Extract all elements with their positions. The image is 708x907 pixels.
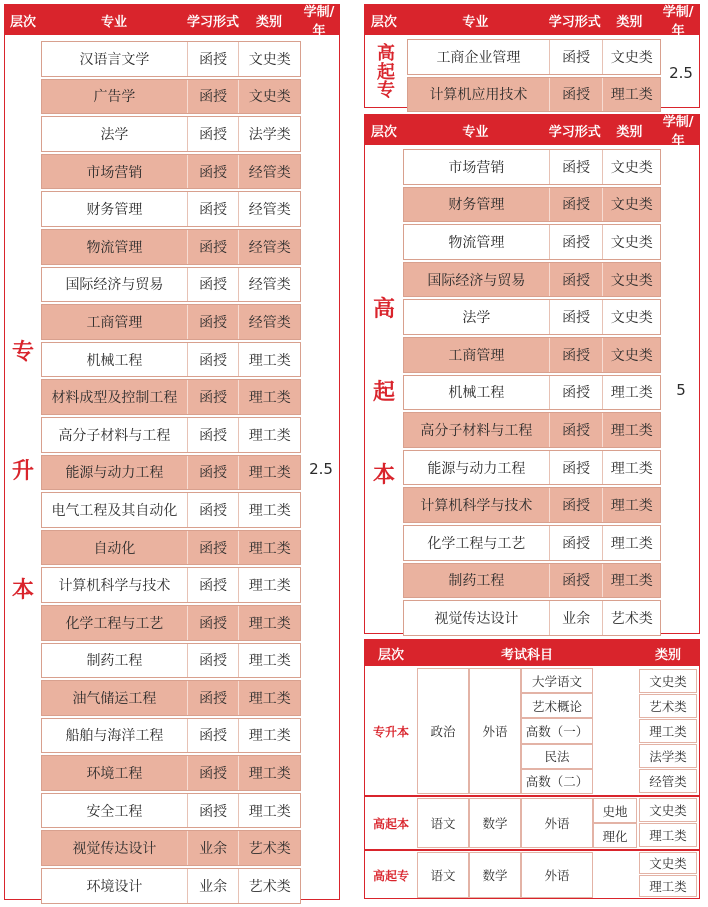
- table-row: [403, 563, 661, 599]
- mode-cell: 函授: [187, 80, 239, 114]
- mode-cell: 函授: [549, 451, 603, 485]
- mode-cell: 函授: [187, 531, 239, 565]
- mode-cell: 函授: [187, 268, 239, 302]
- exam-zsb-subject: 艺术概论: [521, 693, 593, 718]
- mode-cell: 函授: [187, 681, 239, 715]
- exam-gqb-chinese: 语文: [417, 798, 469, 848]
- table-row: [403, 375, 661, 411]
- zsb-rows: [41, 41, 301, 906]
- exam-header-category: 类别: [654, 647, 681, 663]
- category-cell: 文史类: [238, 80, 300, 114]
- gqz-header-row: [365, 5, 699, 39]
- exam-zsb-foreign: 外语: [469, 668, 521, 794]
- exam-divider: [365, 795, 699, 797]
- exam-gqb-cat-0: 文史类: [639, 798, 697, 822]
- table-row: [41, 417, 301, 453]
- major-cell: 财务管理: [86, 202, 143, 219]
- category-cell: 理工类: [238, 794, 300, 828]
- header-level: 层次: [9, 14, 36, 30]
- mode-cell: 业余: [187, 831, 239, 865]
- exam-gqz-cat-1: 理工类: [639, 875, 697, 897]
- table-row: [41, 605, 301, 641]
- major-cell: 材料成型及控制工程: [51, 390, 178, 407]
- category-cell: 文史类: [602, 188, 660, 222]
- major-cell: 船舶与海洋工程: [65, 728, 164, 745]
- major-cell: 高分子材料与工程: [420, 422, 533, 439]
- table-row: [41, 455, 301, 491]
- exam-header-subjects: 考试科目: [500, 647, 553, 663]
- category-cell: 经管类: [238, 230, 300, 264]
- major-cell: 自动化: [93, 540, 136, 557]
- major-cell: 高分子材料与工程: [58, 427, 171, 444]
- table-row: [41, 342, 301, 378]
- exam-gqb-foreign: 外语: [521, 798, 593, 848]
- mode-cell: 函授: [549, 78, 603, 112]
- category-cell: 理工类: [238, 644, 300, 678]
- major-cell: 计算机应用技术: [429, 87, 528, 104]
- table-row: [403, 487, 661, 523]
- table-row: [41, 868, 301, 904]
- level-char: 高: [372, 295, 395, 322]
- category-cell: 理工类: [602, 78, 660, 112]
- exam-table: [364, 639, 700, 899]
- header-category: 类别: [255, 14, 282, 30]
- table-row: [41, 830, 301, 866]
- table-row: [403, 187, 661, 223]
- category-cell: 理工类: [238, 418, 300, 452]
- level-char: 起: [372, 378, 395, 405]
- category-cell: 文史类: [602, 338, 660, 372]
- mode-cell: 函授: [549, 263, 603, 297]
- category-cell: 理工类: [238, 531, 300, 565]
- major-cell: 能源与动力工程: [427, 460, 526, 477]
- level-char: 本: [11, 576, 34, 603]
- mode-cell: 函授: [549, 150, 603, 184]
- gqz-level-label: [365, 37, 407, 109]
- category-cell: 理工类: [602, 526, 660, 560]
- table-row: [41, 492, 301, 528]
- gqz-table: [364, 4, 700, 108]
- zsb-years: 2.5: [309, 460, 333, 478]
- exam-zsb-category: 艺术类: [639, 694, 697, 718]
- category-cell: 文史类: [602, 300, 660, 334]
- mode-cell: 函授: [549, 488, 603, 522]
- exam-gqb-extra-0: 史地: [593, 798, 637, 823]
- header-major: 专业: [100, 14, 127, 30]
- category-cell: 理工类: [238, 456, 300, 490]
- major-cell: 法学: [462, 310, 491, 327]
- zsb-header-row: [5, 5, 339, 39]
- exam-gqb-math: 数学: [469, 798, 521, 848]
- table-row: [41, 229, 301, 265]
- gqb-table: [364, 114, 700, 634]
- gqb-rows: [403, 149, 661, 638]
- header-years: 学制/年: [662, 115, 694, 149]
- exam-zsb-category: 文史类: [639, 669, 697, 693]
- table-row: [41, 267, 301, 303]
- exam-gqz-chinese: 语文: [417, 852, 469, 898]
- major-cell: 国际经济与贸易: [65, 277, 164, 294]
- mode-cell: 函授: [187, 305, 239, 339]
- zsb-table: [4, 4, 340, 900]
- category-cell: 理工类: [238, 606, 300, 640]
- exam-gqz-cat-0: 文史类: [639, 852, 697, 874]
- mode-cell: 函授: [187, 606, 239, 640]
- exam-gqb-cat-1: 理工类: [639, 823, 697, 847]
- major-cell: 视觉传达设计: [72, 841, 157, 858]
- mode-cell: 函授: [187, 493, 239, 527]
- level-char: 本: [372, 461, 395, 488]
- level-char: 起: [377, 61, 395, 83]
- exam-zsb-subject: 高数（一）: [521, 718, 593, 743]
- header-mode: 学习形式: [548, 124, 601, 140]
- exam-level-zsb: 专升本: [372, 724, 409, 739]
- major-cell: 机械工程: [86, 352, 143, 369]
- mode-cell: 函授: [187, 117, 239, 151]
- exam-zsb-category: 理工类: [639, 719, 697, 743]
- exam-gqz-math: 数学: [469, 852, 521, 898]
- major-cell: 计算机科学与技术: [58, 578, 171, 595]
- exam-zsb-politics: 政治: [417, 668, 469, 794]
- category-cell: 艺术类: [238, 831, 300, 865]
- major-cell: 化学工程与工艺: [65, 615, 164, 632]
- major-cell: 市场营销: [448, 159, 505, 176]
- mode-cell: 业余: [549, 601, 603, 635]
- major-cell: 油气储运工程: [72, 690, 157, 707]
- mode-cell: 函授: [187, 155, 239, 189]
- exam-zsb-subject: 大学语文: [521, 668, 593, 693]
- mode-cell: 函授: [187, 418, 239, 452]
- level-char: 专: [11, 338, 34, 365]
- header-major: 专业: [462, 14, 489, 30]
- exam-level-gqb: 高起本: [372, 816, 409, 831]
- category-cell: 理工类: [238, 343, 300, 377]
- exam-level-gqz: 高起专: [372, 868, 409, 883]
- table-row: [41, 755, 301, 791]
- exam-header-level: 层次: [377, 647, 404, 663]
- table-row: [403, 600, 661, 636]
- mode-cell: 函授: [549, 413, 603, 447]
- major-cell: 国际经济与贸易: [427, 272, 526, 289]
- header-category: 类别: [616, 14, 643, 30]
- category-cell: 理工类: [238, 493, 300, 527]
- major-cell: 制药工程: [448, 573, 505, 590]
- mode-cell: 函授: [187, 42, 239, 76]
- exam-zsb-category: 经管类: [639, 769, 697, 793]
- header-mode: 学习形式: [548, 14, 601, 30]
- table-row: [41, 304, 301, 340]
- category-cell: 经管类: [238, 155, 300, 189]
- table-row: [41, 643, 301, 679]
- major-cell: 化学工程与工艺: [427, 535, 526, 552]
- table-row: [403, 149, 661, 185]
- table-row: [403, 450, 661, 486]
- mode-cell: 函授: [187, 456, 239, 490]
- table-row: [41, 41, 301, 77]
- major-cell: 财务管理: [448, 197, 505, 214]
- category-cell: 理工类: [602, 488, 660, 522]
- major-cell: 工商企业管理: [436, 49, 521, 66]
- major-cell: 视觉传达设计: [434, 610, 519, 627]
- major-cell: 计算机科学与技术: [420, 498, 533, 515]
- mode-cell: 函授: [187, 343, 239, 377]
- table-row: [403, 337, 661, 373]
- table-row: [41, 718, 301, 754]
- gqz-rows: [407, 39, 661, 114]
- header-mode: 学习形式: [187, 14, 240, 30]
- category-cell: 理工类: [602, 451, 660, 485]
- exam-divider: [365, 849, 699, 851]
- header-level: 层次: [370, 124, 397, 140]
- major-cell: 能源与动力工程: [65, 465, 164, 482]
- mode-cell: 函授: [187, 380, 239, 414]
- category-cell: 艺术类: [238, 869, 300, 903]
- category-cell: 理工类: [238, 681, 300, 715]
- gqb-level-label: [365, 149, 403, 631]
- category-cell: 理工类: [602, 564, 660, 598]
- table-row: [403, 262, 661, 298]
- category-cell: 文史类: [602, 263, 660, 297]
- table-row: [41, 116, 301, 152]
- mode-cell: 函授: [187, 644, 239, 678]
- major-cell: 安全工程: [86, 803, 143, 820]
- table-row: [403, 412, 661, 448]
- table-row: [403, 299, 661, 335]
- exam-gqb-extra-1: 理化: [593, 823, 637, 848]
- exam-zsb-subject: 民法: [521, 744, 593, 769]
- mode-cell: 函授: [549, 564, 603, 598]
- category-cell: 文史类: [602, 150, 660, 184]
- major-cell: 电气工程及其自动化: [51, 502, 178, 519]
- category-cell: 理工类: [238, 719, 300, 753]
- level-char: 专: [377, 80, 395, 102]
- mode-cell: 函授: [549, 300, 603, 334]
- category-cell: 法学类: [238, 117, 300, 151]
- category-cell: 文史类: [238, 42, 300, 76]
- major-cell: 广告学: [93, 89, 136, 106]
- table-row: [407, 39, 661, 75]
- mode-cell: 函授: [549, 526, 603, 560]
- mode-cell: 函授: [187, 230, 239, 264]
- category-cell: 理工类: [602, 376, 660, 410]
- mode-cell: 函授: [187, 794, 239, 828]
- gqz-years: 2.5: [669, 64, 693, 82]
- table-row: [41, 79, 301, 115]
- table-row: [41, 154, 301, 190]
- category-cell: 经管类: [238, 192, 300, 226]
- level-char: 升: [11, 457, 34, 484]
- mode-cell: 函授: [549, 40, 603, 74]
- table-row: [407, 77, 661, 113]
- table-row: [41, 379, 301, 415]
- category-cell: 经管类: [238, 268, 300, 302]
- major-cell: 工商管理: [86, 314, 143, 331]
- header-years: 学制/年: [303, 5, 335, 39]
- mode-cell: 函授: [549, 376, 603, 410]
- table-row: [41, 191, 301, 227]
- exam-header-row: [365, 640, 699, 666]
- major-cell: 物流管理: [448, 234, 505, 251]
- header-major: 专业: [462, 124, 489, 140]
- category-cell: 文史类: [602, 225, 660, 259]
- major-cell: 物流管理: [86, 239, 143, 256]
- gqb-header-row: [365, 115, 699, 149]
- major-cell: 制药工程: [86, 653, 143, 670]
- table-row: [41, 680, 301, 716]
- category-cell: 理工类: [238, 756, 300, 790]
- major-cell: 环境设计: [86, 878, 143, 895]
- exam-gqz-foreign: 外语: [521, 852, 593, 898]
- zsb-level-label: [5, 41, 41, 897]
- table-row: [41, 793, 301, 829]
- category-cell: 艺术类: [602, 601, 660, 635]
- category-cell: 经管类: [238, 305, 300, 339]
- major-cell: 市场营销: [86, 164, 143, 181]
- mode-cell: 函授: [187, 719, 239, 753]
- major-cell: 汉语言文学: [79, 51, 150, 68]
- mode-cell: 函授: [187, 568, 239, 602]
- header-years: 学制/年: [662, 5, 694, 39]
- category-cell: 理工类: [238, 380, 300, 414]
- category-cell: 理工类: [602, 413, 660, 447]
- major-cell: 机械工程: [448, 385, 505, 402]
- header-level: 层次: [370, 14, 397, 30]
- table-row: [41, 567, 301, 603]
- level-char: 高: [377, 42, 395, 64]
- major-cell: 工商管理: [448, 347, 505, 364]
- category-cell: 理工类: [238, 568, 300, 602]
- mode-cell: 函授: [187, 756, 239, 790]
- table-row: [41, 530, 301, 566]
- mode-cell: 函授: [549, 338, 603, 372]
- mode-cell: 业余: [187, 869, 239, 903]
- header-category: 类别: [616, 124, 643, 140]
- category-cell: 文史类: [602, 40, 660, 74]
- mode-cell: 函授: [549, 225, 603, 259]
- major-cell: 环境工程: [86, 766, 143, 783]
- mode-cell: 函授: [549, 188, 603, 222]
- major-cell: 法学: [100, 126, 129, 143]
- table-row: [403, 525, 661, 561]
- gqb-years: 5: [676, 381, 686, 399]
- mode-cell: 函授: [187, 192, 239, 226]
- exam-zsb-subject: 高数（二）: [521, 769, 593, 794]
- exam-zsb-category: 法学类: [639, 744, 697, 768]
- table-row: [403, 224, 661, 260]
